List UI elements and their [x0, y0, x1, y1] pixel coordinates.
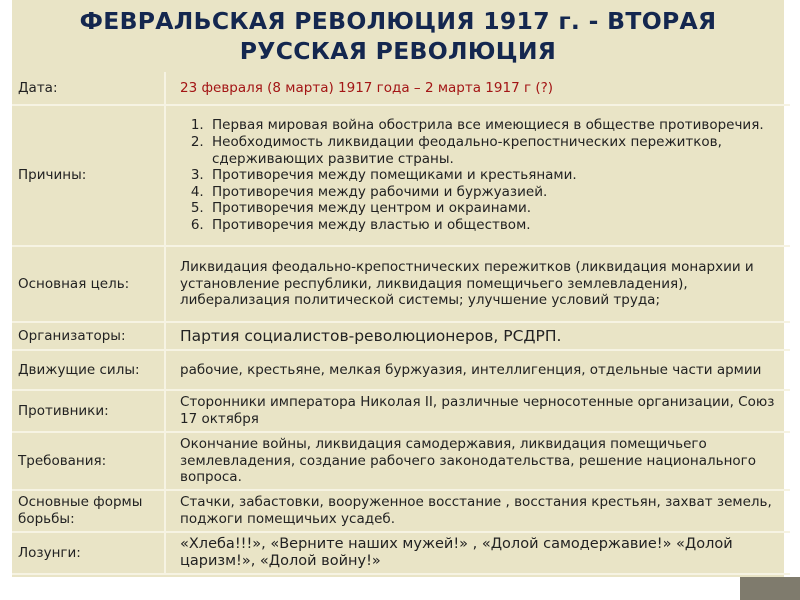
- row-value-opponents: Сторонники императора Николая II, различные черносотенные организации, Союз 17 октября: [166, 390, 790, 432]
- list-item: 3. Противоречия между помещиками и крестьянами.: [208, 167, 784, 184]
- list-item: 5. Противоречия между центром и окраинами.: [208, 200, 784, 217]
- list-item: 6. Противоречия между властью и обществом.: [208, 217, 784, 234]
- table-row: [12, 390, 790, 432]
- row-value-driving-forces: рабочие, крестьяне, мелкая буржуазия, интеллигенция, отдельные части армии: [166, 350, 790, 390]
- list-item: 1. Первая мировая война обострила все имеющиеся в обществе противоречия.: [208, 117, 784, 134]
- row-label-goal: Основная цель:: [12, 246, 165, 322]
- row-label-causes: Причины:: [12, 105, 165, 246]
- row-label-demands: Требования:: [12, 432, 165, 490]
- row-value-goal: Ликвидация феодально-крепостнических пережитков (ликвидация монархии и установление республики, ликвидация помещичьего землевладения), либерализация политической системы; улучшение условий труда;: [166, 246, 790, 322]
- table-row: [12, 350, 790, 390]
- row-label-driving-forces: Движущие силы:: [12, 350, 165, 390]
- table-row: [12, 432, 790, 490]
- row-label-opponents: Противники:: [12, 390, 165, 432]
- slide: [12, 0, 784, 577]
- list-item: 2. Необходимость ликвидации феодально-крепостнических пережитков, сдерживающих развитие страны.: [208, 134, 784, 167]
- row-value-causes: [166, 105, 790, 246]
- table-row: [12, 490, 790, 532]
- row-value-demands: Окончание войны, ликвидация самодержавия, ликвидация помещичьего землевладения, создание рабочего законодательства, решение национального вопроса.: [166, 432, 790, 490]
- page-title: ФЕВРАЛЬСКАЯ РЕВОЛЮЦИЯ 1917 г. - ВТОРАЯ РУССКАЯ РЕВОЛЮЦИЯ: [79, 7, 717, 65]
- causes-list: [180, 117, 784, 233]
- row-label-date: Дата:: [12, 72, 165, 105]
- row-value-slogans: «Хлеба!!!», «Верните наших мужей!» , «Долой самодержавие!» «Долой царизм!», «Долой войну!»: [166, 532, 790, 574]
- row-label-organizers: Организаторы:: [12, 322, 165, 350]
- table-row: [12, 322, 790, 350]
- list-item: 4. Противоречия между рабочими и буржуазией.: [208, 184, 784, 201]
- row-value-forms: Стачки, забастовки, вооруженное восстание , восстания крестьян, захват земель, поджоги помещичьих усадеб.: [166, 490, 790, 532]
- decorative-bar: [740, 577, 800, 600]
- info-table: [12, 72, 790, 575]
- row-value-date: 23 февраля (8 марта) 1917 года – 2 марта 1917 г (?): [166, 72, 790, 105]
- row-label-forms: Основные формы борьбы:: [12, 490, 165, 532]
- row-label-slogans: Лозунги:: [12, 532, 165, 574]
- table-row: [12, 532, 790, 574]
- row-value-organizers: Партия социалистов-революционеров, РСДРП.: [166, 322, 790, 350]
- table-row: [12, 72, 790, 105]
- table-row: [12, 105, 790, 246]
- table-row: [12, 246, 790, 322]
